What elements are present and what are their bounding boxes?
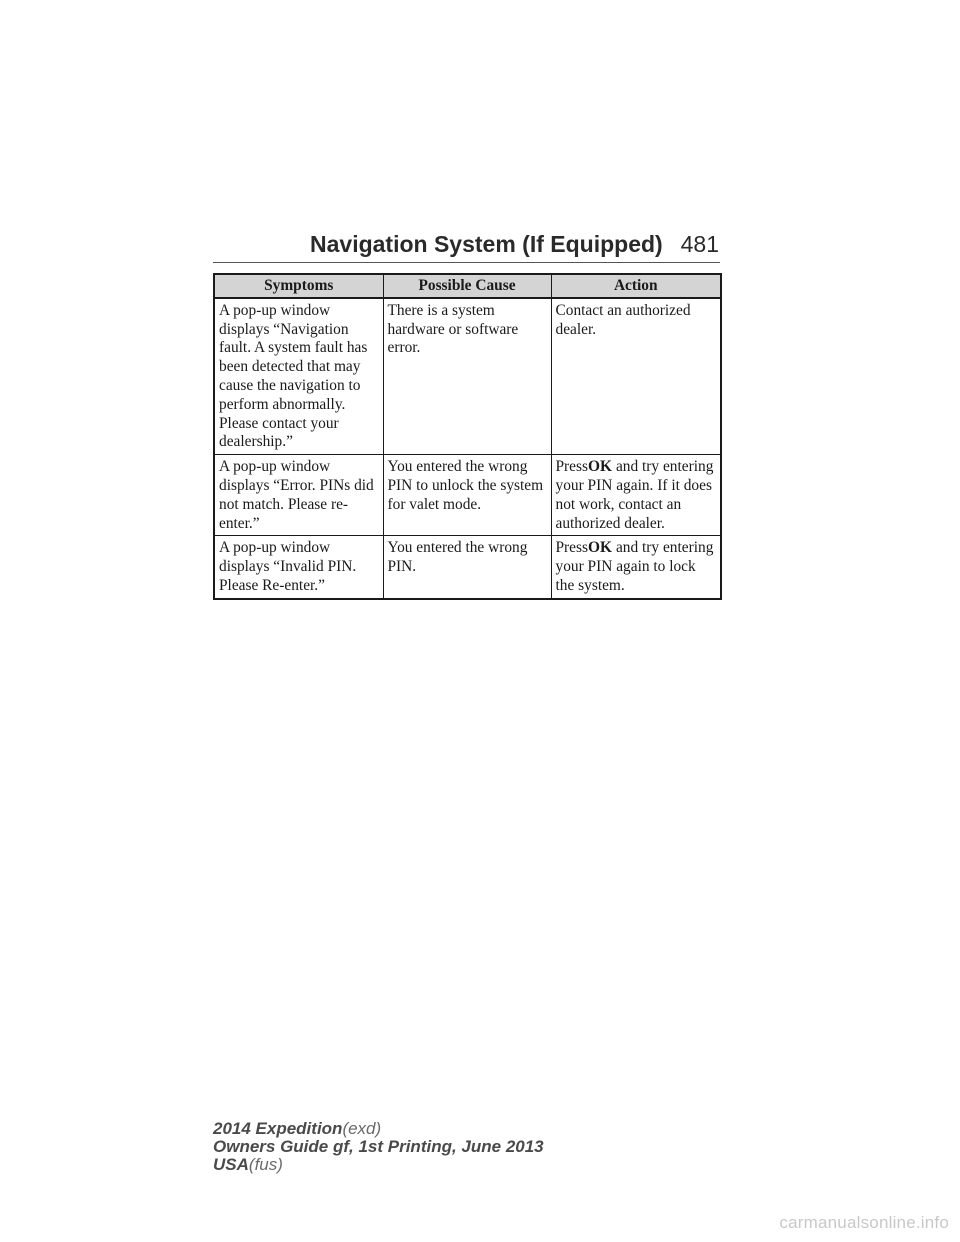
- symptom-cell: A pop-up window displays “Navigation fault. A system fault has been detected that may cause the navigation to perform abnormally. Please contact your dealership.”: [214, 298, 383, 455]
- footer-line-3: [213, 1156, 544, 1174]
- page-number: 481: [680, 231, 719, 257]
- footer-model-code: (exd): [342, 1119, 382, 1138]
- action-cell: [551, 298, 721, 455]
- column-header-action: Action: [551, 274, 721, 298]
- footer-model: 2014 Expedition: [213, 1119, 343, 1138]
- action-keyword: OK: [588, 539, 612, 557]
- action-text: Contact an authorized dealer.: [555, 301, 691, 338]
- action-prefix: Press: [555, 458, 588, 476]
- cause-cell: You entered the wrong PIN to unlock the system for valet mode.: [383, 455, 551, 536]
- symptom-cell: A pop-up window displays “Error. PINs did not match. Please re-enter.”: [214, 455, 383, 536]
- symptom-cell: A pop-up window displays “Invalid PIN. Please Re-enter.”: [214, 536, 383, 599]
- footer-market-code: (fus): [248, 1155, 283, 1174]
- action-cell: [551, 455, 721, 536]
- table-header-row: [214, 274, 721, 298]
- column-header-possible-cause: Possible Cause: [383, 274, 551, 298]
- action-text: and try entering your PIN again to lock the system.: [555, 539, 714, 594]
- action-text: and try entering your PIN again. If it does not work, contact an authorized dealer.: [555, 458, 714, 532]
- footer-line-2: Owners Guide gf, 1st Printing, June 2013: [213, 1137, 544, 1156]
- table-row: [214, 536, 721, 599]
- cause-cell: You entered the wrong PIN.: [383, 536, 551, 599]
- footer-market: USA: [213, 1155, 249, 1174]
- action-prefix: Press: [555, 539, 588, 557]
- footer-line-1: [213, 1120, 544, 1138]
- page-header: [213, 226, 720, 263]
- table-row: [214, 298, 721, 455]
- column-header-symptoms: Symptoms: [214, 274, 383, 298]
- table-row: [214, 455, 721, 536]
- section-title: Navigation System (If Equipped): [310, 231, 663, 257]
- action-keyword: OK: [588, 458, 612, 476]
- troubleshooting-table: [213, 273, 722, 600]
- watermark: carmanualsonline.info: [779, 1213, 949, 1232]
- cause-cell: There is a system hardware or software error.: [383, 298, 551, 455]
- print-footer: [213, 1120, 544, 1174]
- action-cell: [551, 536, 721, 599]
